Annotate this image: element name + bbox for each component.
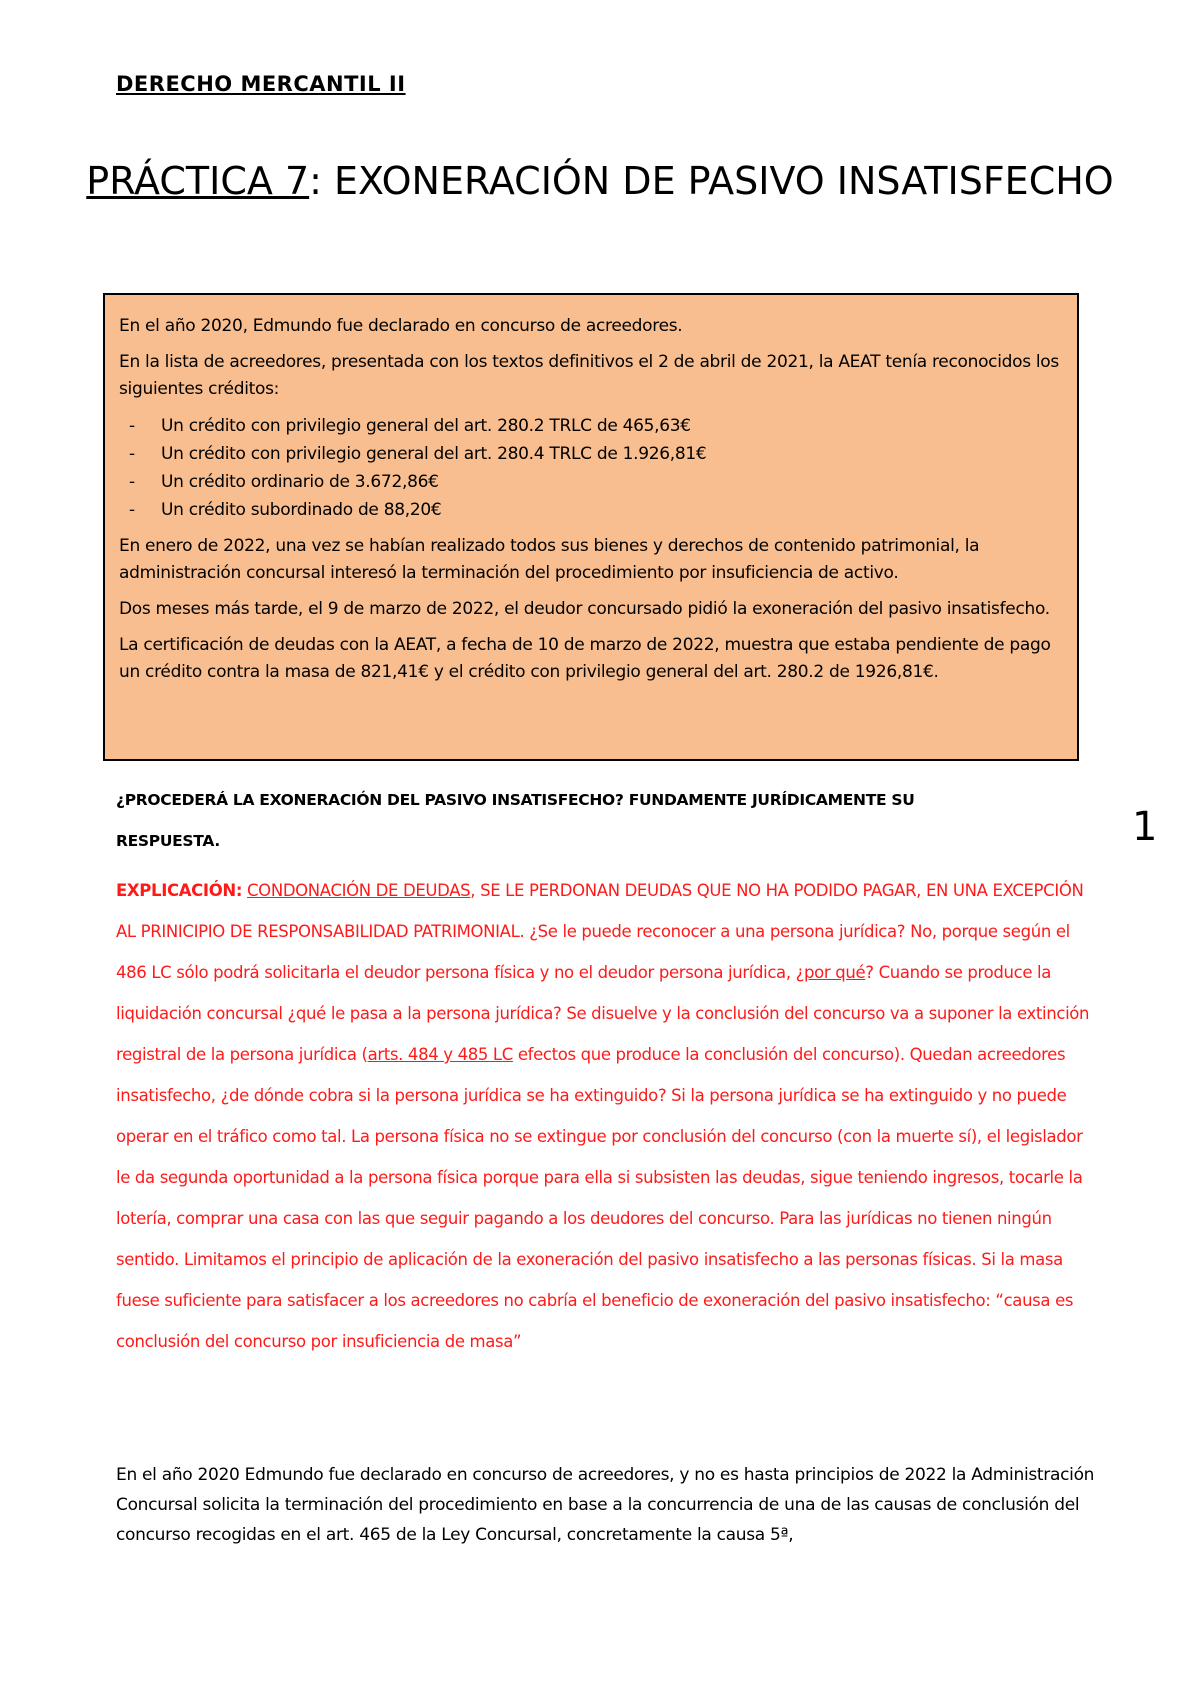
case-paragraph-2: En la lista de acreedores, presentada con los textos definitivos el 2 de abril de 2021, la AEAT tenía reconocidos los siguientes créditos: — [119, 352, 1059, 399]
title-practice-number: PRÁCTICA 7 — [86, 159, 310, 203]
list-dash-icon: - — [129, 444, 135, 464]
answer-paragraph: En el año 2020 Edmundo fue declarado en concurso de acreedores, y no es hasta principios de 2022 la Administración Concursal solicita la terminación del procedimiento en base a la concurrencia de una de las causas de conclusión del concurso recogidas en el art. 465 de la Ley Concursal, concretamente la causa 5ª, — [116, 1465, 1095, 1545]
credit-item: - Un crédito con privilegio general del art. 280.2 TRLC de 465,63€ — [119, 412, 1063, 440]
case-paragraph-3: En enero de 2022, una vez se habían realizado todos sus bienes y derechos de contenido patrimonial, la administración concursal interesó la terminación del procedimiento por insuficiencia de activo. — [119, 536, 980, 583]
explanation-underlined-articles: arts. 484 y 485 LC — [367, 1045, 513, 1064]
credits-list — [119, 412, 1063, 524]
title-topic: : EXONERACIÓN DE PASIVO INSATISFECHO — [309, 159, 1114, 203]
case-paragraph-1: En el año 2020, Edmundo fue declarado en concurso de acreedores. — [119, 316, 683, 336]
case-paragraph-5: La certificación de deudas con la AEAT, a fecha de 10 de marzo de 2022, muestra que estaba pendiente de pago un crédito contra la masa de 821,41€ y el crédito con privilegio general del art. 280.2 de 1926,81€. — [119, 635, 1051, 682]
list-dash-icon: - — [129, 500, 135, 520]
list-dash-icon: - — [129, 416, 135, 436]
credit-item: - Un crédito ordinario de 3.672,86€ — [119, 468, 1063, 496]
explanation-label: EXPLICACIÓN: — [116, 881, 243, 900]
case-paragraph-4: Dos meses más tarde, el 9 de marzo de 2022, el deudor concursado pidió la exoneración del pasivo insatisfecho. — [119, 599, 1050, 619]
credit-item: - Un crédito con privilegio general del art. 280.4 TRLC de 1.926,81€ — [119, 440, 1063, 468]
explanation-underlined-question: por qué — [804, 963, 866, 982]
question-heading: ¿PROCEDERÁ LA EXONERACIÓN DEL PASIVO INSATISFECHO? FUNDAMENTE JURÍDICAMENTE SU RESPUESTA. — [116, 791, 915, 850]
course-title: DERECHO MERCANTIL II — [116, 72, 406, 96]
list-dash-icon: - — [129, 472, 135, 492]
case-statement-box — [103, 293, 1079, 761]
explanation-underlined-term: CONDONACIÓN DE DEUDAS — [247, 881, 471, 900]
explanation-paragraph: EXPLICACIÓN: CONDONACIÓN DE DEUDAS, SE LE PERDONAN DEUDAS QUE NO HA PODIDO PAGAR, EN UNA EXCEPCIÓN AL PRINICIPIO DE RESPONSABILIDAD PATRIMONIAL. ¿Se le puede reconocer a una persona jurídica? No, porque según el 486 LC sólo podrá solicitarla el deudor persona física y no el deudor persona jurídica, ¿por qué? Cuando se produce la liquidación concursal ¿qué le pasa a la persona jurídica? Se disuelve y la conclusión del concurso va a suponer la extinción registral de la persona jurídica (arts. 484 y 485 LC efectos que produce la conclusión del concurso). Quedan acreedores insatisfecho, ¿de dónde cobra si la persona jurídica se ha extinguido? Si la persona jurídica se ha extinguido y no puede operar en el tráfico como tal. La persona física no se extingue por conclusión del concurso (con la muerte sí), el legislador le da segunda oportunidad a la persona física porque para ella si subsisten las deudas, sigue teniendo ingresos, tocarle la lotería, comprar una casa con las que seguir pagando a los deudores del concurso. Para las jurídicas no tienen ningún sentido. Limitamos el principio de aplicación de la exoneración del pasivo insatisfecho a las personas físicas. Si la masa fuese suficiente para satisfacer a los acreedores no cabría el beneficio de exoneración del pasivo insatisfecho: “causa es conclusión del concurso por insuficiencia de masa” — [116, 881, 1090, 1351]
page-title — [0, 154, 1200, 208]
credit-item: - Un crédito subordinado de 88,20€ — [119, 496, 1063, 524]
page-number: 1 — [1132, 804, 1158, 850]
